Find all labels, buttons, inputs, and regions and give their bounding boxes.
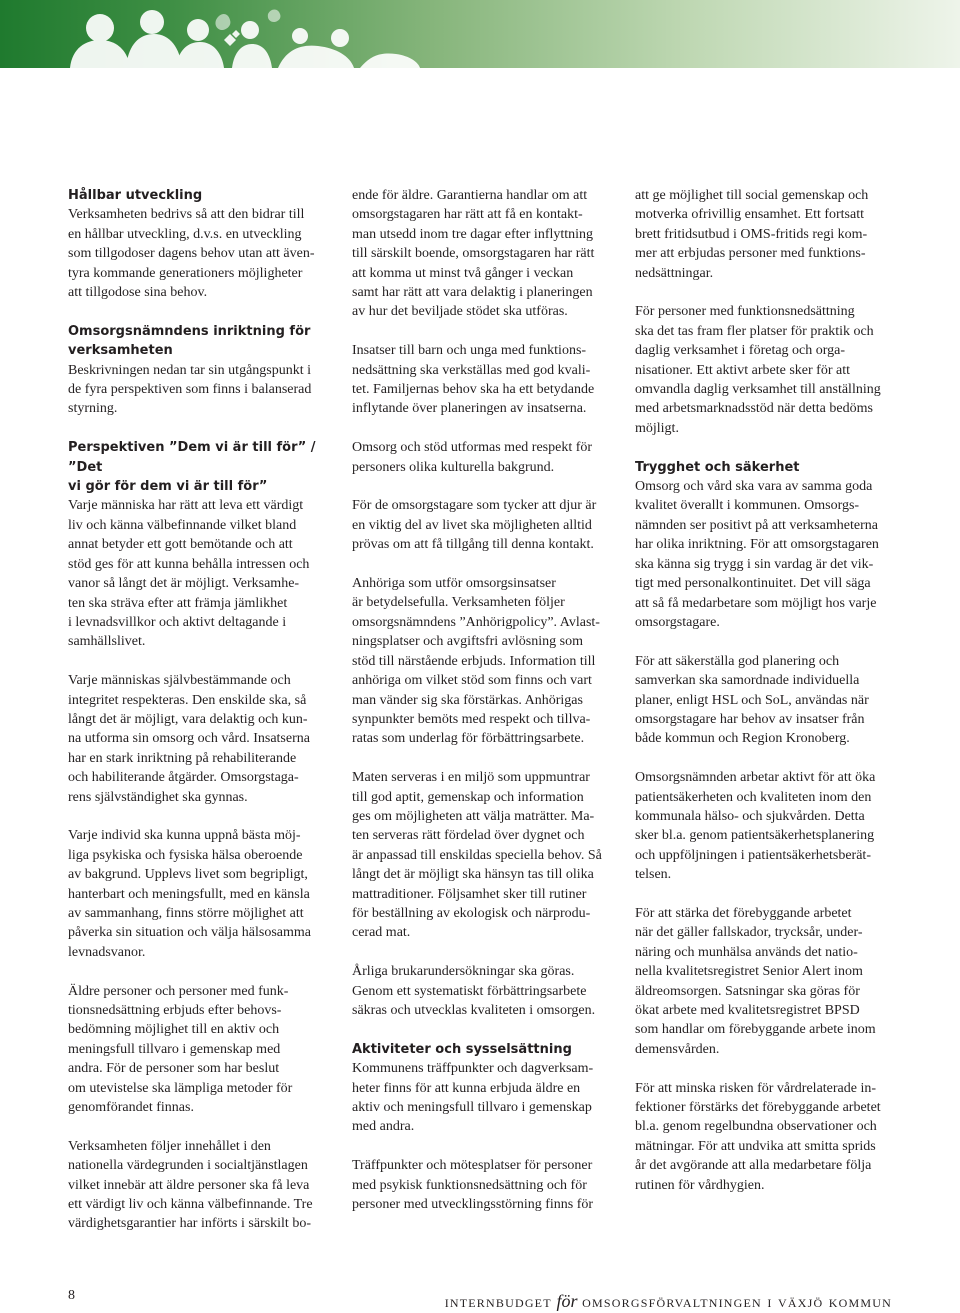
heading-trygghet-och-sakerhet: Trygghet och säkerhet	[635, 459, 800, 475]
paragraph: Varje människas självbestämmande och integritet respekteras. Den enskilde ska, så långt det är möjligt, vara delaktig och kun- na utforma sin omsorg och vård. Insatserna har en stark inriktning på rehabiliterande och habiliterande åtgärder. Omsorgstaga- rens självständighet ska gynnas.	[68, 673, 310, 805]
paragraph: Verksamheten följer innehållet i den nationella värdegrunden i socialtjänstlagen vilket innebär att äldre personer ska få leva ett värdigt liv och känna välbefinnande. Tre värdighetsgarantier har införts i särskilt bo-	[68, 1138, 313, 1232]
paragraph: Maten serveras i en miljö som uppmuntrar till god aptit, gemenskap och information ges om möjligheten att välja maträtter. Ma- ten serveras rätt fördelad över dygnet och är anpassad till enskildas speciella behov. Så långt det är möjligt ska hänsyn tas till olika mattraditioner. Följsamhet sker till rutiner för beställning av ekologisk och närprodu- cerad mat.	[352, 770, 602, 941]
heading-hallbar-utveckling: Hållbar utveckling	[68, 188, 203, 203]
heading-aktiviteter-och-sysselsattning: Aktiviteter och sysselsättning	[352, 1041, 572, 1057]
paragraph: Beskrivningen nedan tar sin utgångspunkt i de fyra perspektiven som finns i balanserad styrning.	[68, 362, 312, 417]
footer-title-part1: internbudget	[444, 1292, 552, 1311]
paragraph: För att minska risken för vårdrelaterade in- fektioner förstärks det förebyggande arbetet bl.a. genom regelbundna observationer och mätningar. För att undvika att smitta sprids år det avgörande att alla medarbetare följa rutinen för vårdhygien.	[635, 1080, 881, 1193]
paragraph: Omsorg och stöd utformas med respekt för personers olika kulturella bakgrund.	[352, 440, 593, 475]
paragraph: Varje individ ska kunna uppnå bästa möj- liga psykiska och fysiska hälsa oberoende av bakgrund. Upplevs livet som begripligt, hanterbart och meningsfullt, med en känsla av sammanhang, finns större möjlighet att påverka sin situation och välja hälsosamma levnadsvanor.	[68, 828, 311, 960]
people-silhouettes-icon	[0, 0, 960, 68]
paragraph: Träffpunkter och mötesplatser för personer med psykisk funktionsnedsättning och för personer med utvecklingsstörning finns för	[352, 1158, 594, 1212]
paragraph: Årliga brukarundersökningar ska göras. Genom ett systematiskt förbättringsarbete säkras och utvecklas kvaliteten i omsorgen.	[352, 964, 596, 1018]
heading-omsorgsnamndens-inriktning: Omsorgsnämndens inriktning för verksamheten	[68, 323, 311, 359]
footer-title-part3: omsorgsförvaltningen i växjö kommun	[582, 1292, 892, 1311]
page-number: 8	[68, 1288, 75, 1303]
paragraph: Verksamheten bedrivs så att den bidrar till en hållbar utveckling, d.v.s. en utveckling som tillgodoser dagens behov utan att även- tyra kommande generationers möjligheter att tillgodose sina behov.	[68, 207, 315, 301]
paragraph: Omsorg och vård ska vara av samma goda kvalitet överallt i kommunen. Omsorgs- nämnden ser positivt på att verksamheterna har olika inriktning. För att omsorgstagaren ska känna sig trygg i sin vardag är det vik- tigt med personalkontinuitet. Det vill säga att så få medarbetare som möjligt hos varje omsorgstagare.	[635, 479, 879, 630]
paragraph: För att säkerställa god planering och samverkan ska samordnade individuella planer, enligt HSL och SoL, användas när omsorgstagare har behov av insatser från både kommun och Region Kronoberg.	[635, 653, 869, 747]
paragraph: För de omsorgstagare som tycker att djur är en viktig del av livet ska möjligheten alltid prövas om att få tillgång till denna kontakt.	[352, 498, 597, 553]
text-column-2	[352, 186, 614, 1234]
paragraph: Kommunens träffpunkter och dagverksam- heter finns för att kunna erbjuda äldre en aktiv och meningsfull tillvaro i gemenskap med andra.	[352, 1061, 594, 1135]
footer-title-part2: för	[556, 1291, 578, 1311]
text-column-3	[635, 186, 897, 1214]
header-banner	[0, 0, 960, 68]
paragraph: att ge möjlighet till social gemenskap och motverka ofrivillig ensamhet. Ett fortsatt brett fritidsutbud i OMS-fritids regi kom- mer att erbjudas personer med funktions- nedsättningar.	[635, 188, 869, 281]
paragraph: För personer med funktionsnedsättning ska det tas fram fler platser för praktik och daglig verksamhet i företag och orga- nisationer. Ett aktivt arbete sker för att omvandla daglig verksamhet till anställning med arbetsmarknadsstöd när detta bedöms möjligt.	[635, 304, 881, 436]
paragraph: Anhöriga som utför omsorgsinsatser är betydelsefulla. Verksamheten följer omsorgsnämndens ”Anhörigpolicy”. Avlast- ningsplatser och avgiftsfri avlösning som stöd till närstående erbjuds. Information till anhöriga om vilket stöd som finns och vart man vänder sig ska förstärkas. Anhörigas synpunkter bemöts med respekt och tillva- ratas som underlag för förbättringsarbete.	[352, 576, 600, 747]
heading-perspektiven: Perspektiven ”Dem vi är till för” / ”Det vi gör för dem vi är till för”	[68, 440, 316, 495]
text-column-1	[68, 186, 330, 1253]
paragraph: Insatser till barn och unga med funktions- nedsättning ska verkställas med god kvali- tet. Familjernas behov ska ha ett betydande inflytande över planeringen av insatserna.	[352, 343, 595, 417]
paragraph: För att stärka det förebyggande arbetet när det gäller fallskador, trycksår, under- näring och munhälsa används det natio- nella kvalitetsregistret Senior Alert inom äldreomsorgen. Satsningar ska göras för ökat arbete med kvalitetsregistret BPSD som handlar om förebyggande arbete inom demensvården.	[635, 905, 876, 1057]
paragraph: ende för äldre. Garantierna handlar om att omsorgstagaren har rätt att få en kontakt- man utsedd inom tre dagar efter inflyttning till särskilt boende, omsorgstagaren har rätt att komma ut minst två gånger i veckan samt har rätt att vara delaktig i planeringen av hur det beviljade stödet ska utföras.	[352, 188, 595, 320]
footer-title	[445, 1291, 892, 1312]
paragraph: Varje människa har rätt att leva ett värdigt liv och känna välbefinnande vilket bland annat betyder ett gott bemötande och att stöd ges för att kunna behålla intressen och vanor så långt det är möjligt. Verksamhe- ten ska sträva efter att främja jämlikhet i levnadsvillkor och aktivt deltagande i samhällslivet.	[68, 498, 310, 650]
paragraph: Äldre personer och personer med funk- tionsnedsättning erbjuds efter behovs- bedömning möjlighet till en aktiv och meningsfull tillvaro i gemenskap med andra. För de personer som har beslut om utevistelse ska lämpliga metoder för genomförandet finnas.	[68, 983, 293, 1116]
paragraph: Omsorgsnämnden arbetar aktivt för att öka patientsäkerheten och kvaliteten inom den kommunala hälso- och sjukvården. Detta sker bl.a. genom patientsäkerhetsplanering och uppföljningen i patientsäkerhetsberät- telsen.	[635, 770, 876, 883]
